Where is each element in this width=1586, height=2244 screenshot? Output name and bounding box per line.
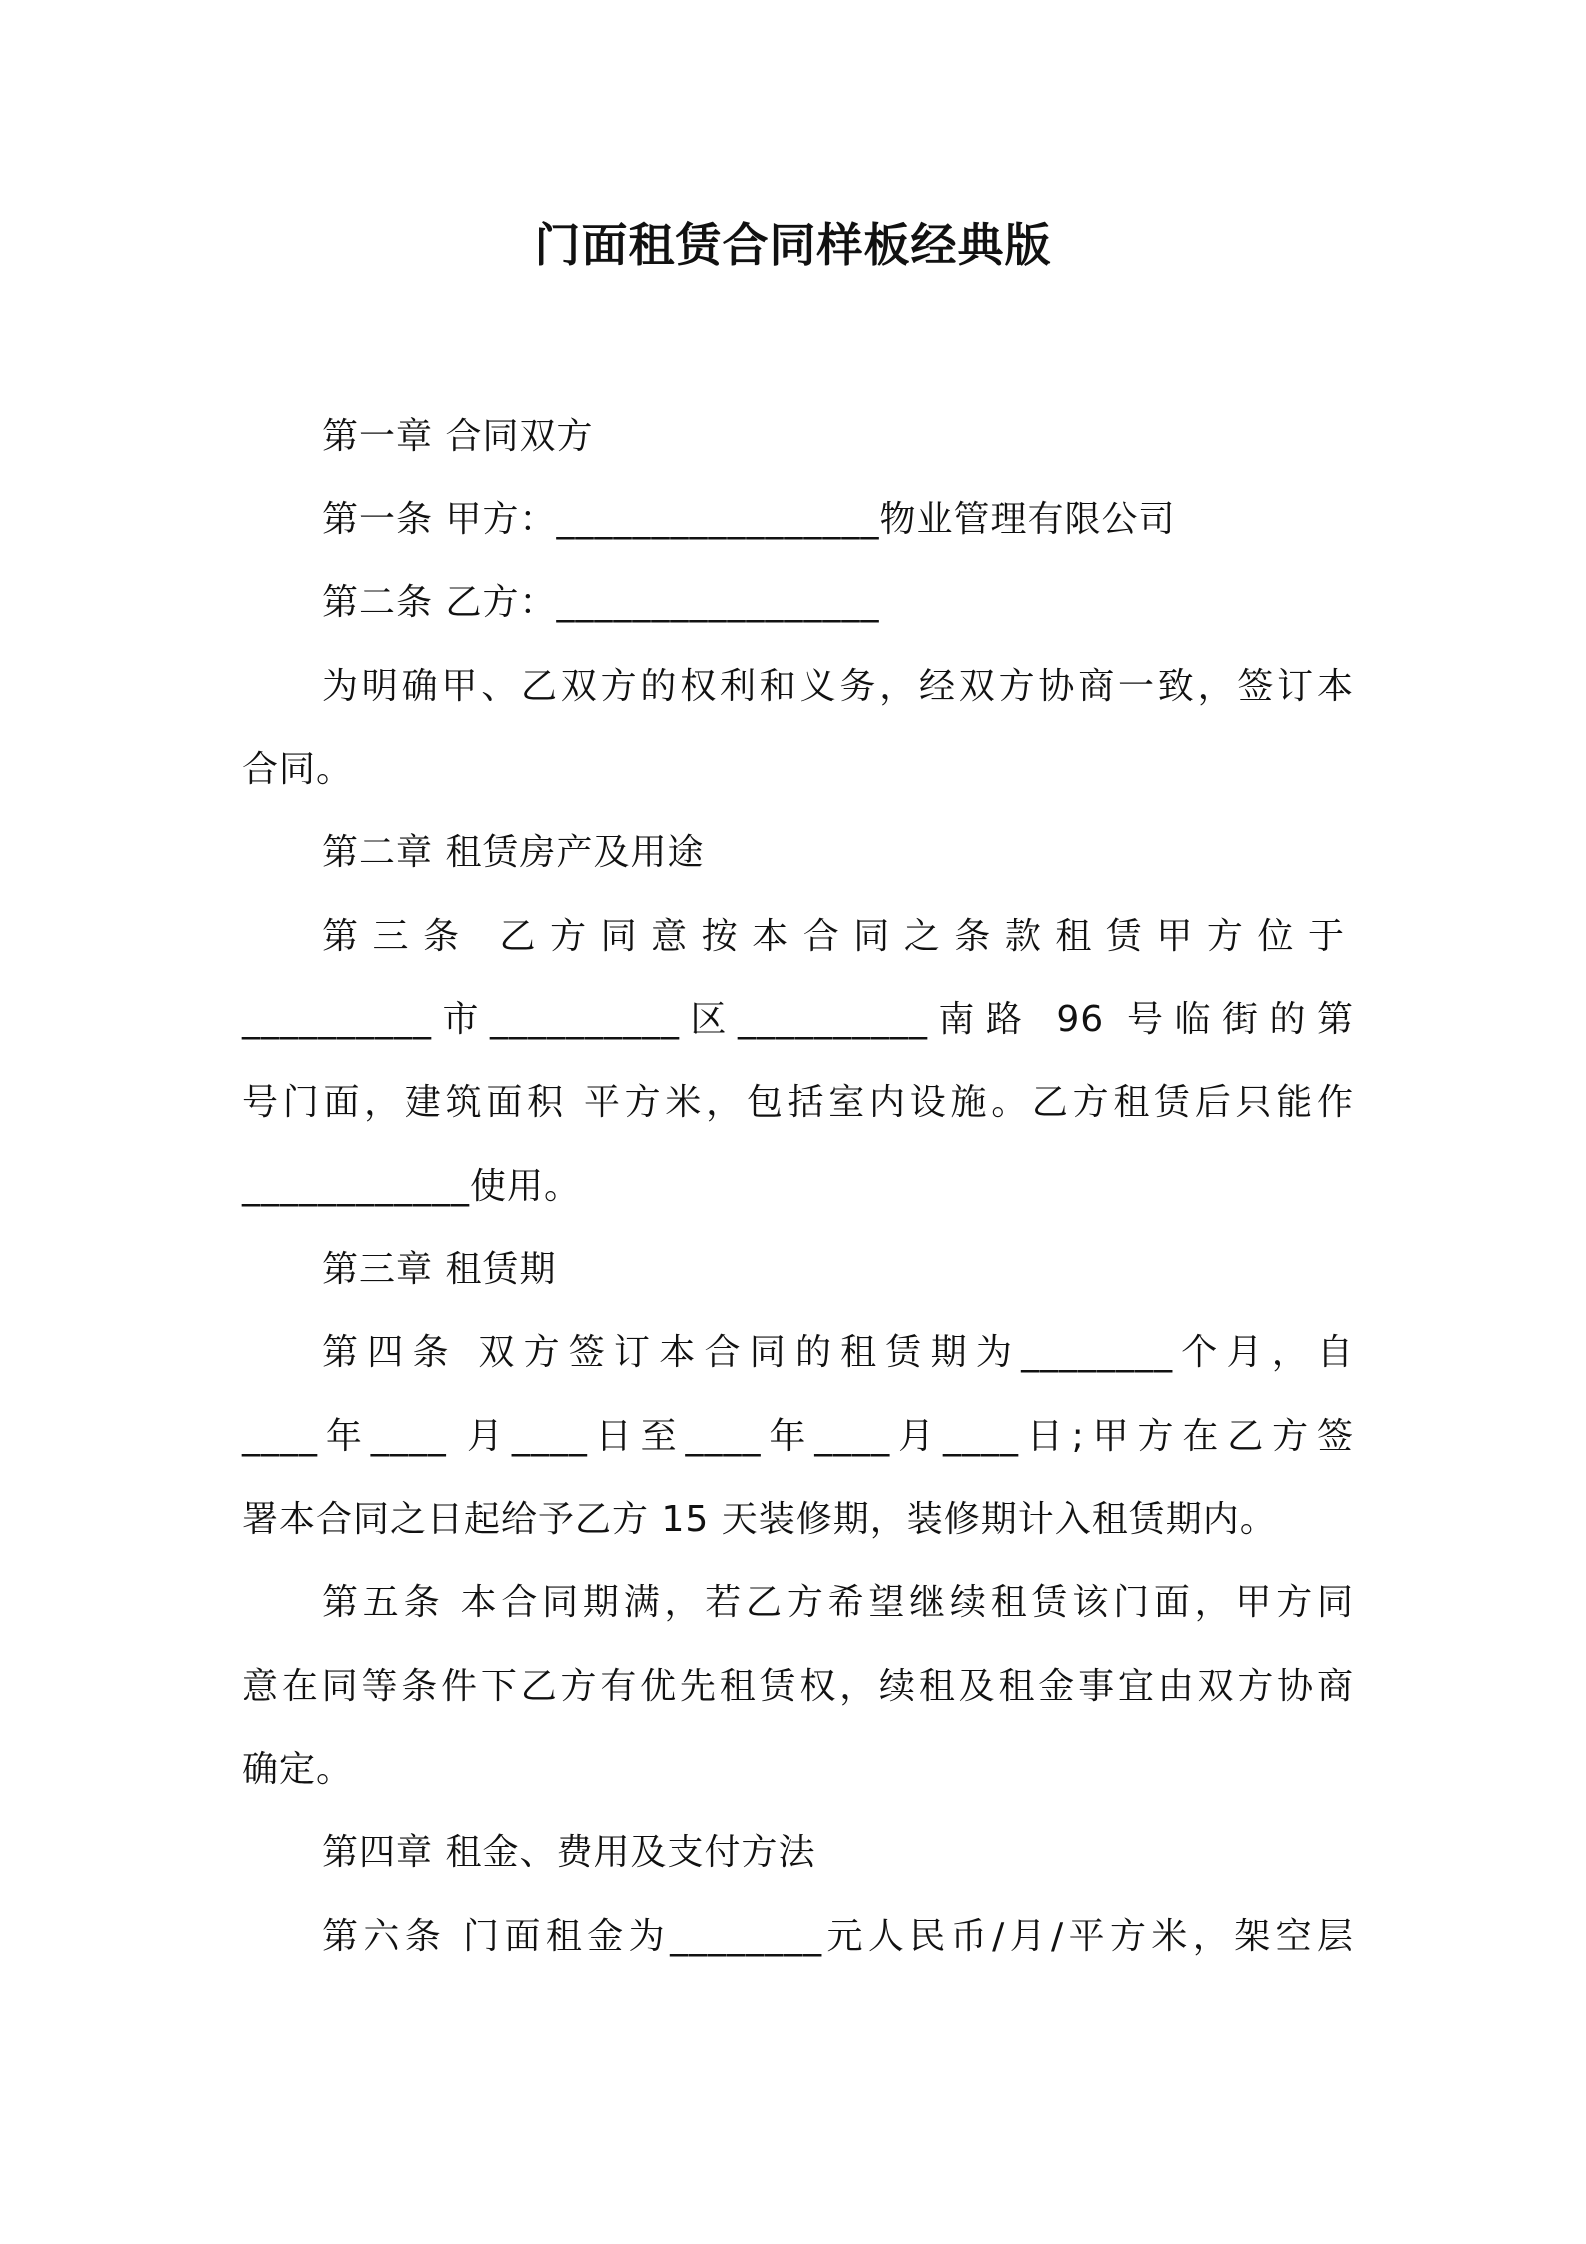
chapter-4-heading: 第四章 租金、费用及支付方法 xyxy=(322,1832,816,1873)
article-3-line-1: 第三条 乙方同意按本合同之条款租赁甲方位于 xyxy=(322,916,1354,957)
preamble-line-1: 为明确甲、乙双方的权利和义务，经双方协商一致，签订本 xyxy=(322,666,1354,707)
article-3-line-4: ____________使用。 xyxy=(242,1166,582,1207)
article-4-line-2: ____年____ 月____日至____年____月____日;甲方在乙方签 xyxy=(242,1416,1354,1457)
document-title: 门面租赁合同样板经典版 xyxy=(534,218,1052,272)
article-5-line-1: 第五条 本合同期满，若乙方希望继续租赁该门面，甲方同 xyxy=(322,1582,1354,1623)
article-4-line-3: 署本合同之日起给予乙方 15 天装修期，装修期计入租赁期内。 xyxy=(242,1499,1277,1540)
article-1-party-a: 第一条 甲方：_________________物业管理有限公司 xyxy=(322,499,1176,540)
chapter-1-heading: 第一章 合同双方 xyxy=(322,416,594,457)
article-4-line-1: 第四条 双方签订本合同的租赁期为________个月，自 xyxy=(322,1332,1354,1373)
article-3-line-2: __________市__________区__________南路 96 号临街的第 xyxy=(242,999,1354,1040)
chapter-2-heading: 第二章 租赁房产及用途 xyxy=(322,832,705,873)
article-6-line-1: 第六条 门面租金为________元人民币/月/平方米，架空层 xyxy=(322,1916,1354,1957)
article-5-line-2: 意在同等条件下乙方有优先租赁权，续租及租金事宜由双方协商 xyxy=(242,1666,1354,1707)
preamble-line-2: 合同。 xyxy=(242,749,354,790)
article-2-party-b: 第二条 乙方：_________________ xyxy=(322,582,880,623)
article-3-line-3: 号门面，建筑面积 平方米，包括室内设施。乙方租赁后只能作 xyxy=(242,1082,1354,1123)
article-5-line-3: 确定。 xyxy=(242,1749,354,1790)
chapter-3-heading: 第三章 租赁期 xyxy=(322,1249,557,1290)
